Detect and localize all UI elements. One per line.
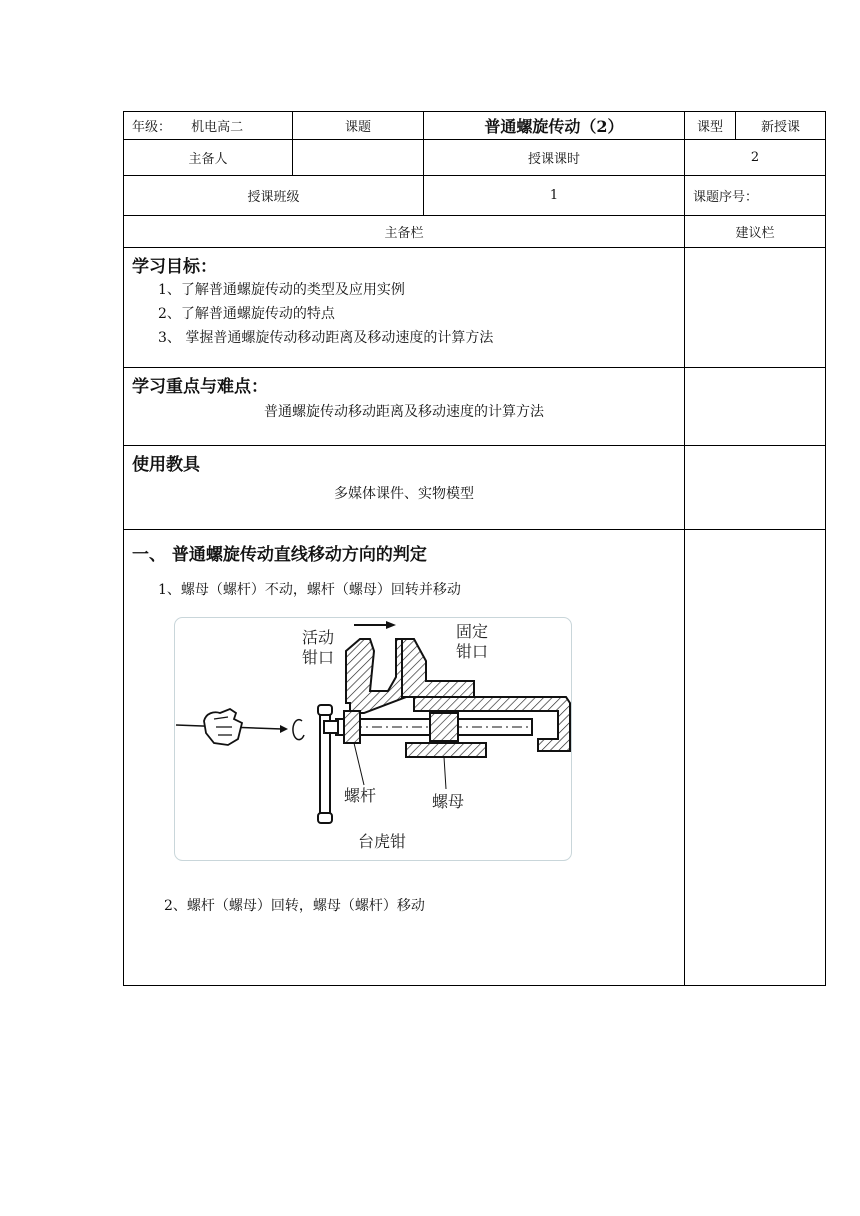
objectives-heading: 学习目标：	[132, 257, 217, 277]
objectives-section	[124, 248, 685, 368]
type-value: 新授课	[736, 112, 826, 140]
section-one-heading: 一、 普通螺旋传动直线移动方向的判定	[132, 545, 427, 565]
lesson-plan-table	[123, 111, 826, 986]
section-one-suggest-cell	[685, 530, 826, 986]
type-label: 课型	[685, 112, 736, 140]
topic-value: 普通螺旋传动（2）	[424, 112, 685, 140]
objective-item: 3、 掌握普通螺旋传动移动距离及移动速度的计算方法	[158, 330, 494, 346]
hours-value: 2	[685, 140, 826, 176]
suggest-column-header: 建议栏	[685, 216, 826, 248]
nut-label: 螺母	[432, 792, 465, 811]
figure-caption: 台虎钳	[358, 832, 407, 851]
fixed-jaw-label: 固定	[456, 622, 489, 641]
section-one	[124, 530, 685, 986]
preparer-label: 主备人	[124, 140, 293, 176]
objectives-suggest-cell	[685, 248, 826, 368]
grade-label: 年级：	[132, 120, 172, 135]
tools-text: 多媒体课件、实物模型	[334, 486, 474, 502]
topic-label: 课题	[293, 112, 424, 140]
bench-vise-diagram	[174, 617, 572, 861]
grade-cell	[124, 112, 293, 140]
fixed-jaw-label: 钳口	[456, 642, 489, 661]
objective-item: 1、了解普通螺旋传动的类型及应用实例	[158, 282, 405, 298]
focus-text: 普通螺旋传动移动距离及移动速度的计算方法	[264, 404, 544, 420]
hours-label: 授课课时	[424, 140, 685, 176]
preparer-value	[293, 140, 424, 176]
movable-jaw-label: 活动	[302, 628, 335, 647]
focus-suggest-cell	[685, 368, 826, 446]
order-label: 课题序号：	[685, 176, 826, 216]
grade-value: 机电高二	[191, 120, 244, 135]
section-one-item-2: 2、螺杆（螺母）回转，螺母（螺杆）移动	[164, 898, 425, 914]
section-one-item-1: 1、螺母（螺杆）不动，螺杆（螺母）回转并移动	[158, 582, 461, 598]
tools-section	[124, 446, 685, 530]
tools-suggest-cell	[685, 446, 826, 530]
objective-item: 2、了解普通螺旋传动的特点	[158, 306, 335, 322]
movable-jaw-label: 钳口	[302, 648, 335, 667]
bench-vise-figure	[174, 617, 572, 861]
focus-heading: 学习重点与难点：	[132, 377, 268, 397]
tools-heading: 使用教具	[132, 455, 200, 475]
focus-section	[124, 368, 685, 446]
main-column-header: 主备栏	[124, 216, 685, 248]
class-label: 授课班级	[124, 176, 424, 216]
nut	[430, 713, 458, 741]
screw-label: 螺杆	[344, 786, 377, 805]
class-value: 1	[424, 176, 685, 216]
